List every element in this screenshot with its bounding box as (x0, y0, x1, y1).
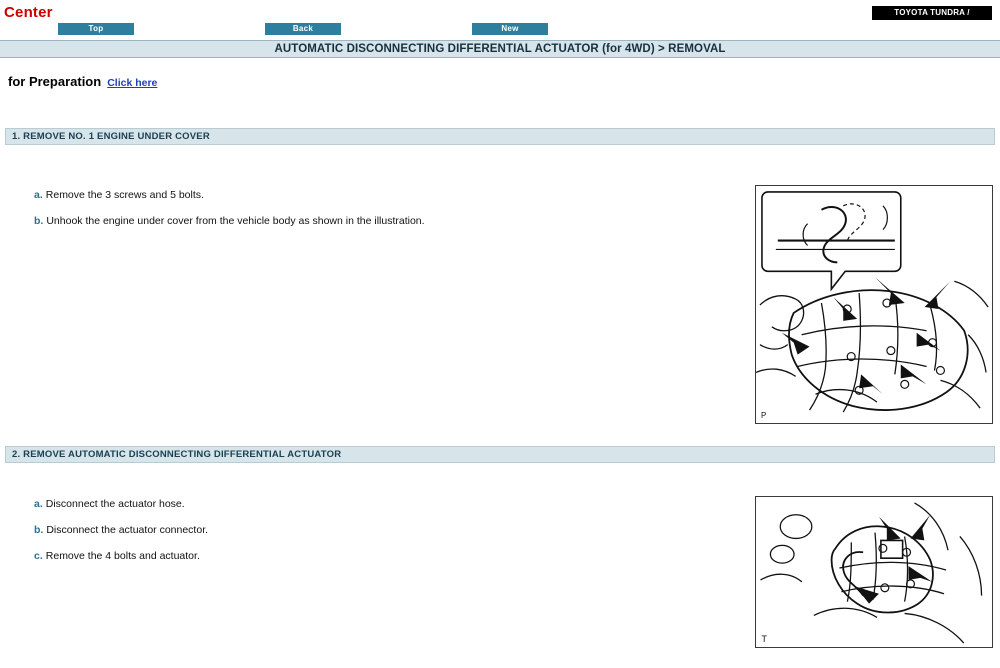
page-title: AUTOMATIC DISCONNECTING DIFFERENTIAL ACTUATOR (for 4WD) > REMOVAL (274, 43, 726, 55)
step-body-2 (34, 498, 208, 576)
step-body-1 (34, 189, 425, 241)
illustration-2-graphic (756, 497, 992, 647)
preparation-row (8, 74, 157, 89)
step-item-text: Remove the 4 bolts and actuator. (45, 550, 200, 562)
step-item (34, 550, 208, 563)
illustration-1-graphic (756, 186, 992, 423)
svg-text:T: T (761, 634, 767, 645)
preparation-label: for Preparation (8, 74, 102, 89)
step-item-text: Remove the 3 screws and 5 bolts. (45, 189, 204, 201)
step-item-letter: a. (34, 189, 43, 201)
preparation-link[interactable]: Click here (107, 77, 158, 89)
center-label: Center (4, 4, 53, 21)
step-item-text: Unhook the engine under cover from the vehicle body as shown in the illustration. (46, 215, 425, 227)
step-heading-1: 1. REMOVE NO. 1 ENGINE UNDER COVER (5, 128, 995, 145)
callout-arrows (782, 277, 951, 394)
step-item-letter: a. (34, 498, 43, 510)
step-item-text: Disconnect the actuator hose. (45, 498, 185, 510)
nav-button-new[interactable]: New (472, 23, 548, 35)
page-title-band (0, 40, 1000, 58)
step-item (34, 189, 425, 202)
illustration-engine-under-cover (755, 185, 993, 424)
top-bar (0, 0, 1000, 40)
step-item (34, 215, 425, 228)
step-item (34, 524, 208, 537)
illustration-actuator (755, 496, 993, 648)
step-heading-2: 2. REMOVE AUTOMATIC DISCONNECTING DIFFERENTIAL ACTUATOR (5, 446, 995, 463)
step-item-letter: b. (34, 215, 44, 227)
nav-button-top[interactable]: Top (58, 23, 134, 35)
svg-text:P: P (760, 411, 767, 421)
brand-badge: TOYOTA TUNDRA / (872, 6, 992, 20)
nav-button-back[interactable]: Back (265, 23, 341, 35)
step-item-letter: b. (34, 524, 44, 536)
step-item-text: Disconnect the actuator connector. (46, 524, 209, 536)
step-item (34, 498, 208, 511)
step-item-letter: c. (34, 550, 43, 562)
